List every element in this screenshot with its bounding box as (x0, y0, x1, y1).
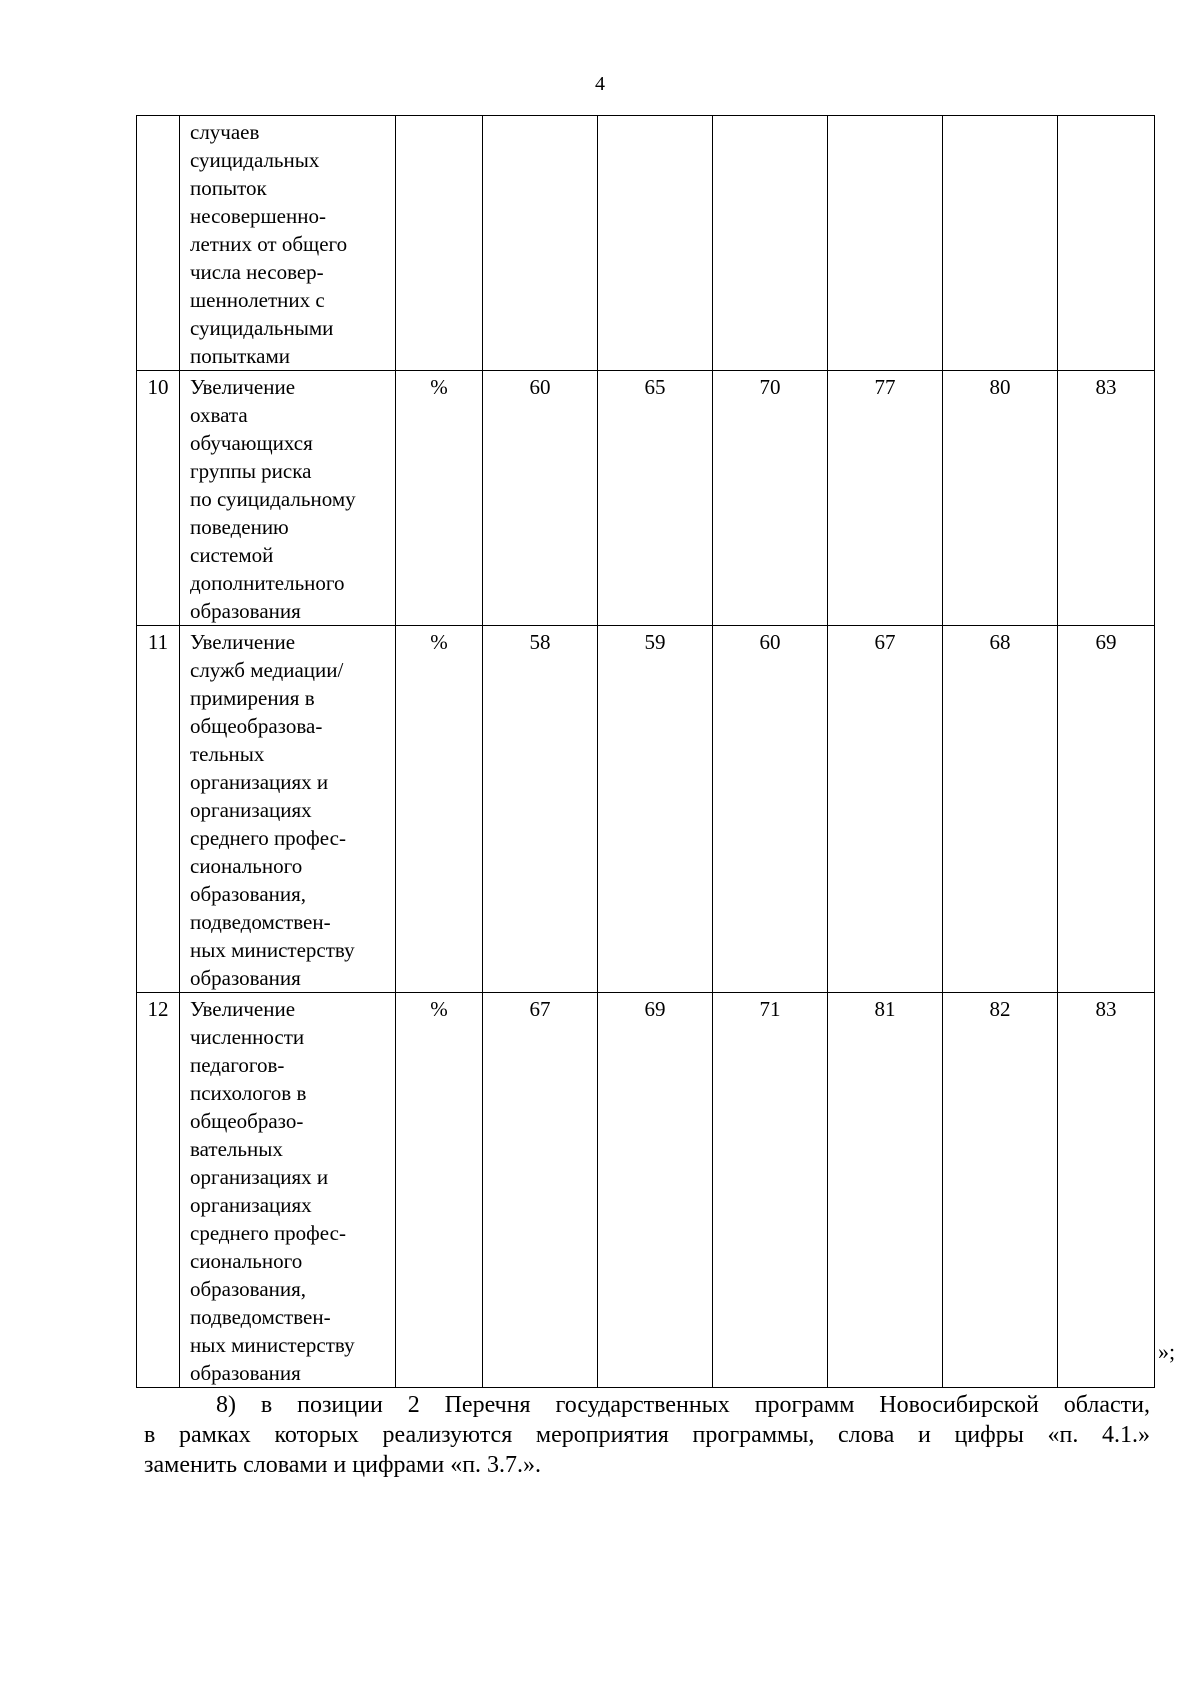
indicator-name-line: организациях и (190, 770, 329, 794)
indicator-name-line: организациях (190, 798, 312, 822)
indicator-name-cell (180, 626, 396, 993)
indicator-name-line: общеобразо- (190, 1109, 304, 1133)
indicator-name-line: обучающихся (190, 431, 313, 455)
indicator-name-line: вательных (190, 1137, 283, 1161)
amendment-paragraph (144, 1390, 1150, 1480)
indicator-name-cell (180, 116, 396, 371)
value-cell (598, 116, 713, 371)
indicator-name-line: подведомствен- (190, 1305, 331, 1329)
indicator-name-line: сионального (190, 854, 303, 878)
indicator-name-line: попытками (190, 344, 290, 368)
value-cell: 60 (483, 371, 598, 626)
value-cell (943, 116, 1058, 371)
indicator-name-line: ных министерству (190, 1333, 355, 1357)
amendment-line: заменить словами и цифрами «п. 3.7.». (144, 1452, 542, 1478)
value-cell: 58 (483, 626, 598, 993)
indicator-name-line: образования (190, 1361, 301, 1385)
indicator-name-line: психологов в (190, 1081, 307, 1105)
table-row (137, 993, 1155, 1388)
indicator-name-cell (180, 993, 396, 1388)
closing-quote-mark: »; (1158, 1339, 1176, 1364)
indicator-name-line: сионального (190, 1249, 303, 1273)
indicator-name-line: по суицидальному (190, 487, 356, 511)
unit-cell (396, 116, 483, 371)
row-number-cell: 11 (137, 626, 180, 993)
unit-cell: % (396, 371, 483, 626)
unit-cell: % (396, 626, 483, 993)
table-row (137, 116, 1155, 371)
indicator-name-line: несовершенно- (190, 204, 326, 228)
indicator-name-line: подведомствен- (190, 910, 331, 934)
value-cell: 83 (1058, 993, 1155, 1388)
value-cell (1058, 116, 1155, 371)
indicator-name-line: охвата (190, 403, 248, 427)
value-cell: 71 (713, 993, 828, 1388)
row-number-cell: 10 (137, 371, 180, 626)
indicator-name-line: системой (190, 543, 274, 567)
indicator-name-line: группы риска (190, 459, 312, 483)
table-row (137, 371, 1155, 626)
unit-cell: % (396, 993, 483, 1388)
value-cell: 67 (828, 626, 943, 993)
indicator-name-line: случаев (190, 120, 260, 144)
indicator-name-line: суицидальными (190, 316, 334, 340)
value-cell: 67 (483, 993, 598, 1388)
value-cell: 77 (828, 371, 943, 626)
value-cell: 70 (713, 371, 828, 626)
indicator-name-line: численности (190, 1025, 305, 1049)
indicator-name-line: образования (190, 599, 301, 623)
indicator-name-line: шеннолетних с (190, 288, 325, 312)
indicator-name-line: дополнительного (190, 571, 345, 595)
value-cell (483, 116, 598, 371)
value-cell: 81 (828, 993, 943, 1388)
page-number: 4 (595, 73, 605, 95)
indicator-name-line: числа несовер- (190, 260, 324, 284)
value-cell: 69 (598, 993, 713, 1388)
value-cell: 80 (943, 371, 1058, 626)
value-cell: 65 (598, 371, 713, 626)
indicators-table (136, 115, 1155, 1388)
indicator-name-line: организациях (190, 1193, 312, 1217)
indicator-name-line: ных министерству (190, 938, 355, 962)
row-number-cell: 12 (137, 993, 180, 1388)
indicator-name-line: примирения в (190, 686, 315, 710)
indicator-name-line: летних от общего (190, 232, 348, 256)
row-number-cell (137, 116, 180, 371)
indicator-name-line: служб медиации/ (190, 658, 344, 682)
value-cell: 82 (943, 993, 1058, 1388)
indicator-name-line: тельных (190, 742, 265, 766)
value-cell: 59 (598, 626, 713, 993)
indicator-name-line: образования (190, 966, 301, 990)
indicator-name-line: среднего профес- (190, 826, 346, 850)
indicator-name-cell (180, 371, 396, 626)
value-cell: 60 (713, 626, 828, 993)
value-cell: 68 (943, 626, 1058, 993)
table-row (137, 626, 1155, 993)
indicator-name-line: общеобразова- (190, 714, 323, 738)
indicator-name-line: Увеличение (190, 630, 296, 654)
indicator-name-line: среднего профес- (190, 1221, 346, 1245)
amendment-line: 8) в позиции 2 Перечня государственных программ Новосибирской области, (216, 1392, 1150, 1418)
value-cell (713, 116, 828, 371)
indicator-name-line: суицидальных (190, 148, 320, 172)
indicator-name-line: организациях и (190, 1165, 329, 1189)
indicator-name-line: Увеличение (190, 997, 296, 1021)
indicator-name-line: педагогов- (190, 1053, 285, 1077)
value-cell: 69 (1058, 626, 1155, 993)
value-cell: 83 (1058, 371, 1155, 626)
indicator-name-line: поведению (190, 515, 289, 539)
indicator-name-line: образования, (190, 882, 307, 906)
amendment-line: в рамках которых реализуются мероприятия программы, слова и цифры «п. 4.1.» (144, 1422, 1150, 1448)
indicator-name-line: Увеличение (190, 375, 296, 399)
indicator-name-line: попыток (190, 176, 267, 200)
value-cell (828, 116, 943, 371)
indicator-name-line: образования, (190, 1277, 307, 1301)
indicators-table-body (137, 116, 1155, 1388)
